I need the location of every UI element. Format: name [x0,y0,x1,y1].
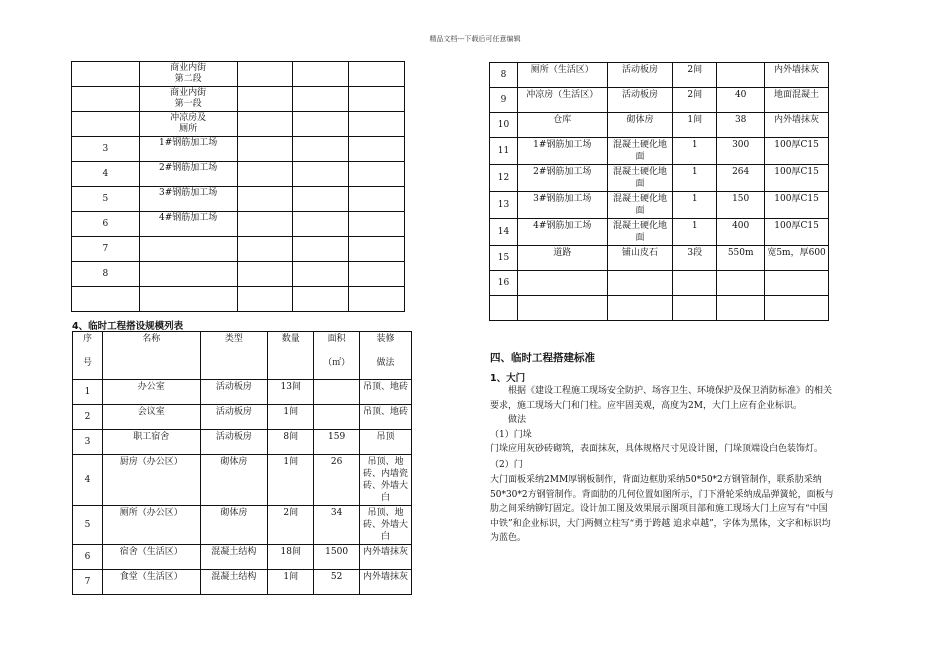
table-row [72,137,405,162]
row-name: 3#钢筋加工场 [139,187,237,212]
table-row [490,271,829,296]
table-row [490,219,829,246]
cell-type: 混凝土硬化地面 [607,192,673,219]
cell-area: 38 [717,113,765,138]
cell-area: 264 [717,165,765,192]
row-name [139,287,237,312]
row-number: 8 [72,262,140,287]
cell-name: 厨房（办公区） [102,455,200,506]
cell-qty: 2间 [673,63,717,88]
paragraph-gatepost: 门垛应用灰砂砖砌筑，表面抹灰，具体规格尺寸见设计图，门垛顶端设白色装饰灯。 [490,444,824,454]
cell-name [517,271,607,296]
header-finish: 装修 做法 [360,332,412,380]
row-name: 4#钢筋加工场 [139,212,237,237]
cell-name: 冲凉房（生活区） [517,88,607,113]
empty-cell [349,87,405,112]
cell-finish: 吊顶、地砖、外墙大白 [360,506,412,545]
empty-cell [237,237,293,262]
cell-no: 14 [490,219,518,246]
cell-qty: 8间 [268,430,314,455]
table-row [73,430,412,455]
table-row [490,296,829,321]
cell-name: 厕所（办公区） [102,506,200,545]
empty-cell [293,212,349,237]
empty-cell [293,162,349,187]
cell-no: 13 [490,192,518,219]
empty-cell [349,212,405,237]
scale-table [72,331,412,595]
header-area: 面积 （㎡） [314,332,360,380]
table-row [490,192,829,219]
cell-area: 150 [717,192,765,219]
row-name: 2#钢筋加工场 [139,162,237,187]
cell-finish: 100厚C15 [765,219,829,246]
paragraph-requirements: 根据《建设工程施工现场安全防护、场容卫生、环境保护及保卫消防标准》的相关要求，施工现场大门和门柱。应牢固美观，高度为2M，大门上应有企业标识。 [490,386,833,411]
cell-area [717,296,765,321]
cell-type: 活动板房 [200,380,268,405]
cell-no: 12 [490,165,518,192]
cell-area: 400 [717,219,765,246]
empty-cell [349,162,405,187]
cell-type: 砌体房 [607,113,673,138]
empty-cell [237,187,293,212]
empty-cell [349,62,405,87]
scale-table-continued [489,62,829,321]
table-row [72,237,405,262]
section-four-title: 四、临时工程搭建标准 [490,352,595,364]
cell-name: 仓库 [517,113,607,138]
row-number [72,62,140,87]
cell-qty: 18间 [268,545,314,570]
cell-name: 职工宿舍 [102,430,200,455]
cell-finish: 吊顶 [360,430,412,455]
table-row [72,112,405,137]
cell-qty: 2间 [673,88,717,113]
empty-cell [293,187,349,212]
cell-type: 混凝土硬化地面 [607,219,673,246]
table-row [72,262,405,287]
cell-no: 4 [73,455,103,506]
cell-qty: 2间 [268,506,314,545]
cell-type: 活动板房 [607,63,673,88]
cell-qty: 1 [673,138,717,165]
cell-name: 食堂（生活区） [102,570,200,595]
row-name: 商业内街 第二段 [139,62,237,87]
cell-area [314,405,360,430]
header-qty: 数量 [268,332,314,380]
empty-cell [293,262,349,287]
cell-area [717,63,765,88]
cell-finish: 吊顶、地砖 [360,405,412,430]
empty-cell [293,87,349,112]
cell-finish: 吊顶、地砖 [360,380,412,405]
cell-qty [673,271,717,296]
cell-finish [765,296,829,321]
empty-cell [237,212,293,237]
cell-finish: 100厚C15 [765,165,829,192]
cell-type: 混凝土结构 [200,545,268,570]
table-row [72,287,405,312]
cell-name: 1#钢筋加工场 [517,138,607,165]
cell-type: 铺山皮石 [607,246,673,271]
row-name: 1#钢筋加工场 [139,137,237,162]
cell-name [517,296,607,321]
table-row [72,162,405,187]
row-name: 商业内街 第一段 [139,87,237,112]
cell-finish: 内外墙抹灰 [360,545,412,570]
page-header-note: 精品文档---下载后可任意编辑 [429,35,521,43]
cell-type [607,271,673,296]
cell-no: 8 [490,63,518,88]
empty-cell [349,112,405,137]
cell-type [607,296,673,321]
section-4-title: 4、临时工程搭设规模列表 [72,321,184,332]
table-row [72,62,405,87]
cell-qty: 1 [673,219,717,246]
paragraph-gatepost-heading: （1）门垛 [490,430,532,440]
cell-finish: 内外墙抹灰 [765,63,829,88]
empty-cell [237,87,293,112]
cell-qty: 1间 [673,113,717,138]
cell-finish: 地面混凝土 [765,88,829,113]
cell-no: 15 [490,246,518,271]
cell-no: 10 [490,113,518,138]
table-row [73,570,412,595]
cell-name: 2#钢筋加工场 [517,165,607,192]
row-number: 7 [72,237,140,262]
row-name [139,262,237,287]
cell-finish: 100厚C15 [765,192,829,219]
table-row [73,405,412,430]
cell-qty: 13间 [268,380,314,405]
empty-cell [293,62,349,87]
cell-type: 混凝土结构 [200,570,268,595]
continuation-table [71,61,405,312]
row-number [72,112,140,137]
cell-finish [765,271,829,296]
cell-no: 9 [490,88,518,113]
cell-area: 52 [314,570,360,595]
table-row [73,545,412,570]
table-row [490,63,829,88]
cell-type: 活动板房 [200,430,268,455]
cell-no: 3 [73,430,103,455]
cell-area: 34 [314,506,360,545]
cell-no: 16 [490,271,518,296]
empty-cell [237,112,293,137]
row-number: 4 [72,162,140,187]
cell-finish: 吊顶、地砖、内墙瓷砖、外墙大白 [360,455,412,506]
empty-cell [237,62,293,87]
cell-finish: 内外墙抹灰 [360,570,412,595]
table-row [490,246,829,271]
cell-name: 4#钢筋加工场 [517,219,607,246]
table-row [490,165,829,192]
row-number: 6 [72,212,140,237]
cell-finish: 宽5m，厚600 [765,246,829,271]
cell-area: 300 [717,138,765,165]
cell-name: 宿舍（生活区） [102,545,200,570]
cell-no [490,296,518,321]
cell-name: 会议室 [102,405,200,430]
header-no: 序 号 [73,332,103,380]
table-row [73,455,412,506]
cell-qty: 3段 [673,246,717,271]
cell-type: 混凝土硬化地面 [607,165,673,192]
cell-name: 厕所（生活区） [517,63,607,88]
cell-area: 40 [717,88,765,113]
row-name [139,237,237,262]
empty-cell [293,237,349,262]
cell-area: 159 [314,430,360,455]
cell-type: 砌体房 [200,506,268,545]
cell-type: 混凝土硬化地面 [607,138,673,165]
empty-cell [237,137,293,162]
cell-area [717,271,765,296]
cell-no: 11 [490,138,518,165]
empty-cell [349,262,405,287]
empty-cell [293,112,349,137]
cell-no: 1 [73,380,103,405]
paragraph-gate-heading: （2）门 [490,460,523,470]
empty-cell [349,237,405,262]
cell-name: 办公室 [102,380,200,405]
cell-qty: 1间 [268,570,314,595]
empty-cell [349,187,405,212]
table-row [73,506,412,545]
table-row [72,212,405,237]
cell-finish: 内外墙抹灰 [765,113,829,138]
cell-name: 3#钢筋加工场 [517,192,607,219]
empty-cell [293,287,349,312]
cell-no: 2 [73,405,103,430]
cell-type: 活动板房 [200,405,268,430]
cell-type: 活动板房 [607,88,673,113]
header-name: 名称 [102,332,200,380]
cell-qty [673,296,717,321]
cell-area: 550m [717,246,765,271]
cell-area [314,380,360,405]
empty-cell [237,287,293,312]
header-type: 类型 [200,332,268,380]
cell-finish: 100厚C15 [765,138,829,165]
cell-name: 道路 [517,246,607,271]
cell-qty: 1 [673,165,717,192]
row-number [72,287,140,312]
table-row [490,138,829,165]
gate-title: 1、大门 [490,373,526,384]
table-row [490,88,829,113]
table-row [72,87,405,112]
cell-no: 5 [73,506,103,545]
row-number: 3 [72,137,140,162]
table-row [73,380,412,405]
paragraph-method: 做法 [508,415,527,425]
empty-cell [293,137,349,162]
cell-no: 7 [73,570,103,595]
row-name: 冲凉房及 厕所 [139,112,237,137]
table-row [72,187,405,212]
empty-cell [237,162,293,187]
row-number [72,87,140,112]
row-number: 5 [72,187,140,212]
cell-no: 6 [73,545,103,570]
cell-qty: 1间 [268,455,314,506]
cell-qty: 1 [673,192,717,219]
cell-qty: 1间 [268,405,314,430]
table-row [490,113,829,138]
empty-cell [349,287,405,312]
cell-type: 砌体房 [200,455,268,506]
cell-area: 1500 [314,545,360,570]
empty-cell [237,262,293,287]
cell-area: 26 [314,455,360,506]
empty-cell [349,137,405,162]
paragraph-gate: 大门面板采纳2MM厚钢板制作，背面边框肋采纳50*50*2方钢管制作，联系肋采纳50*30*2方钢管制作。背面肋的几何位置如图所示，门下滑轮采纳成品弹簧轮，面板与肋之间采纳铆钉固定。设计加工图及效果展示图项目部和施工现场大门上应写有“中国中铁”和企业标识，大门两侧立柱写“勇于跨越 追求卓越”，字体为黑体，文字和标识均为蓝色。 [490,475,834,543]
